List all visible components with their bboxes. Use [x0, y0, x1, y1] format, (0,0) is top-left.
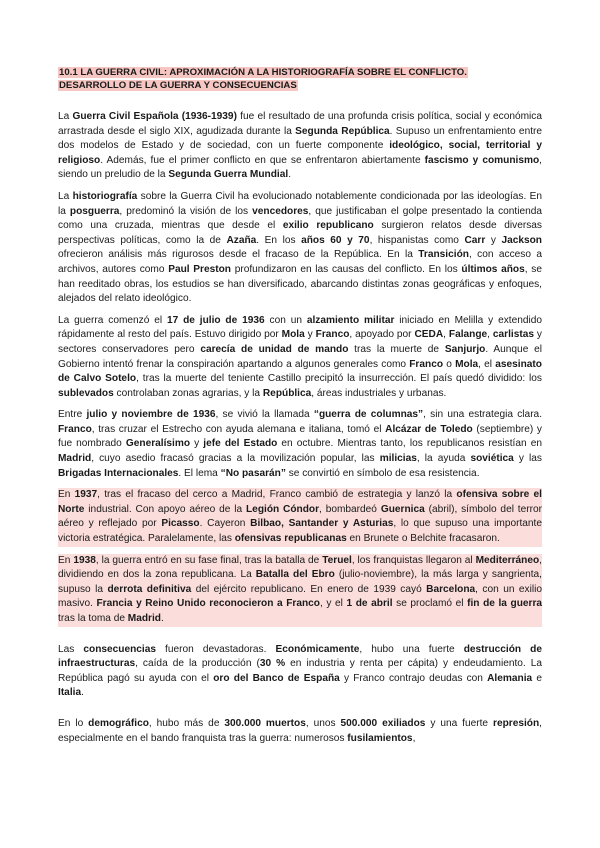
text-run: (septiembre) y fue nombrado — [58, 423, 542, 450]
bold-term: fin de la guerra — [467, 598, 543, 610]
bold-term: Alemania — [487, 672, 533, 684]
text-run: La — [58, 190, 73, 202]
text-run: ofrecieron análisis más rigurosos desde el fracaso de la República. En la — [58, 249, 419, 261]
text-run: y sectores conservadores pero — [58, 329, 542, 355]
text-run: , predominó la visión de los — [119, 205, 253, 217]
text-run: , bombardeó — [319, 503, 381, 515]
text-run: , hispanistas como — [369, 234, 465, 246]
text-run: . En los — [256, 234, 302, 246]
bold-term: historiografía — [72, 190, 138, 202]
bold-term: Segunda República — [295, 125, 390, 137]
text-run: fue el resultado de una profunda crisis política, social y económica arrastrada desde el siglo XIX, agudizada durante la — [58, 111, 543, 137]
text-run: , la ayuda — [416, 453, 471, 465]
paragraph — [58, 110, 542, 183]
text-run: . Supuso un enfrentamiento entre dos modelos de Estado y de sociedad, con un fuerte componente — [58, 125, 543, 152]
text-run: y — [485, 234, 502, 246]
bold-term: fascismo y comunismo — [424, 154, 540, 166]
text-run: del ejército republicano. En enero de 1939 cayó — [191, 583, 427, 595]
text-run: , hubo más de — [148, 717, 225, 729]
text-run: , se han reeditado obras, los estudios se han diversificado, abarcando distintas zonas geográficas y enfoques, alejados del relato ideológico. — [58, 263, 542, 305]
bold-term: República — [262, 387, 312, 399]
text-run: , y el — [320, 598, 347, 610]
bold-term: jefe del Estado — [203, 438, 278, 450]
text-run: , con acceso a archivos, autores como — [58, 249, 542, 275]
text-run: profundizaron en las causas del conflicto. En los — [230, 263, 462, 275]
bold-term: alzamiento militar — [306, 314, 395, 326]
bold-term: 1 de abril — [346, 598, 393, 610]
text-run: industrial. Con apoyo aéreo de la — [84, 503, 246, 515]
bold-term: 30 % — [259, 658, 286, 670]
bold-term: sublevados — [58, 387, 114, 399]
bold-term: Mediterráneo — [475, 554, 540, 566]
text-run: . — [161, 613, 164, 624]
bold-term: soviética — [470, 453, 514, 465]
text-run: , tras la muerte del teniente Castillo precipitó la insurrección. El país quedó dividido: los — [136, 373, 542, 385]
text-run: y una fuerte — [425, 717, 494, 729]
bold-term: Económicamente — [275, 643, 360, 655]
bold-term: 500.000 exiliados — [340, 717, 426, 729]
bold-term: oro del Banco de España — [213, 672, 340, 684]
bold-term: Segunda Guerra Mundial — [168, 169, 289, 181]
text-run: , — [443, 329, 449, 341]
bold-term: Brigadas Internacionales — [58, 467, 179, 479]
bold-term: ofensivas republicanas — [234, 533, 347, 545]
bold-term: Sanjurjo — [444, 343, 486, 355]
bold-term: 300.000 muertos — [224, 717, 306, 729]
bold-term: posguerra — [69, 205, 120, 217]
text-run: , caída de la producción ( — [135, 658, 260, 670]
text-run: (abril), símbolo del terror aéreo y reflejado por — [58, 503, 542, 530]
text-run: tras la muerte de — [348, 343, 445, 355]
paragraph — [58, 408, 542, 481]
bold-term: carlistas — [492, 329, 534, 341]
bold-term: Carr — [464, 234, 486, 246]
title-line-1: 10.1 LA GUERRA CIVIL: APROXIMACIÓN A LA HISTORIOGRAFÍA SOBRE EL CONFLICTO. — [59, 67, 467, 78]
bold-term: ofensiva sobre el Norte — [58, 489, 542, 515]
bold-term: Italia — [58, 687, 82, 699]
bold-term: derrota definitiva — [107, 583, 192, 595]
bold-term: Guernica — [380, 503, 425, 515]
text-run: , que justificaban el golpe presentado la contienda como una cruzada, mientras que desde el — [58, 205, 542, 232]
text-run: , lo que supuso una importante victoria estratégica. Paralelamente, las — [58, 518, 542, 545]
text-run: , apoyado por — [349, 329, 415, 341]
bold-term: Transición — [418, 249, 469, 261]
bold-term: exilio republicano — [282, 220, 374, 232]
text-run: , sin una estrategia clara. — [423, 409, 543, 421]
text-run: (julio-noviembre), la más larga y sangrienta, supuso la — [58, 569, 542, 595]
text-run: , la guerra entró en su fase final, tras la batalla de — [95, 554, 323, 566]
bold-term: julio y noviembre de 1936 — [86, 409, 216, 421]
bold-term: Mola — [281, 329, 305, 341]
text-run: y — [304, 329, 316, 341]
paragraph — [58, 314, 542, 402]
bold-term: Jackson — [501, 234, 542, 246]
paragraph — [58, 488, 542, 546]
paragraph — [58, 190, 542, 307]
bold-term: Azaña — [226, 234, 257, 246]
bold-term: represión — [493, 717, 540, 729]
bold-term: destrucción de infraestructuras — [58, 643, 542, 670]
text-run: iniciado en Melilla y extendido rápidamente al resto del país. Estuvo dirigido por — [58, 314, 542, 341]
bold-term: 1938 — [73, 554, 96, 566]
text-run: , cuyo asedio fracasó gracias a la movilización popular, las — [91, 453, 380, 465]
section-title — [58, 66, 542, 92]
text-run: , tras el fracaso del cerco a Madrid, Franco cambió de estrategia y lanzó la — [97, 489, 457, 501]
bold-term: “No pasarán” — [220, 467, 286, 479]
text-run: . — [288, 169, 292, 181]
text-run: Entre — [58, 409, 87, 421]
text-run: fueron devastadoras. — [156, 643, 276, 655]
body-text — [58, 110, 542, 746]
text-run: se proclamó el — [392, 598, 468, 610]
text-run: En — [58, 554, 74, 566]
text-run: y — [190, 438, 204, 450]
bold-term: Alcázar de Toledo — [385, 423, 473, 435]
bold-term: Franco — [315, 329, 350, 341]
bold-term: Falange — [448, 329, 488, 341]
bold-term: ideológico, social, territorial y religioso — [58, 140, 542, 166]
text-run: . Cayeron — [199, 518, 251, 530]
text-run: surgieron relatos desde diversas perspectivas políticas, como la de — [58, 220, 542, 246]
text-run: , hubo una fuerte — [359, 643, 464, 655]
bold-term: Barcelona — [426, 583, 476, 595]
bold-term: Franco — [58, 423, 92, 435]
text-run: La — [58, 111, 73, 122]
text-run: , especialmente en el bando franquista tras la guerra: numerosos — [58, 717, 542, 744]
text-run: En — [58, 489, 75, 501]
text-run: en octubre. Mientras tanto, los republicanos resistían en — [277, 438, 542, 450]
text-run: . Además, fue el primer conflicto en que se enfrentaron abiertamente — [100, 154, 425, 166]
paragraph — [58, 717, 542, 746]
text-run: . Aunque el Gobierno intentó frenar la conspiración apartando a algunos generales como — [58, 343, 542, 370]
text-run: , el — [478, 358, 496, 370]
paragraph — [58, 643, 542, 701]
text-run: , se vivió la llamada — [215, 409, 314, 421]
bold-term: Generalísimo — [125, 438, 191, 450]
text-run: e — [532, 672, 542, 684]
bold-term: milicias — [379, 453, 417, 465]
text-run: , tras cruzar el Estrecho con ayuda alemana e italiana, tomó el — [91, 423, 386, 435]
bold-term: Madrid — [58, 453, 92, 465]
bold-term: vencedores — [252, 205, 309, 217]
text-run: en industria y renta per cápita) y endeudamiento. La República pagó su ayuda con el — [58, 658, 542, 684]
bold-term: Legión Cóndor — [246, 503, 320, 515]
bold-term: Teruel — [322, 554, 352, 566]
text-run: , — [487, 329, 493, 341]
text-run: . — [81, 687, 84, 699]
bold-term: años 60 y 70 — [301, 234, 370, 246]
text-run: , dividiendo en dos la zona republicana. La — [58, 554, 542, 581]
text-run: , con un exilio masivo. — [58, 583, 542, 610]
text-run: o — [443, 358, 456, 370]
bold-term: CEDA — [414, 329, 444, 341]
text-run: y las — [513, 453, 542, 465]
bold-term: “guerra de columnas” — [313, 409, 424, 421]
paragraph — [58, 554, 542, 627]
bold-term: Paul Preston — [168, 263, 231, 275]
bold-term: Batalla del Ebro — [255, 569, 335, 581]
text-run: , siendo un preludio de la — [58, 154, 542, 181]
bold-term: últimos años — [461, 263, 525, 275]
text-run: . El lema — [178, 467, 221, 479]
text-run: con un — [264, 314, 307, 326]
text-run: La guerra comenzó el — [58, 314, 167, 326]
bold-term: Francia y Reino Unido reconocieron a Franco — [96, 598, 320, 610]
text-run: , los franquistas llegaron al — [351, 554, 476, 566]
text-run: en Brunete o Belchite fracasaron. — [346, 533, 500, 545]
bold-term: demográfico — [88, 717, 149, 729]
bold-term: Franco — [409, 358, 444, 370]
bold-term: carecía de unidad de mando — [200, 343, 349, 355]
text-run: sobre la Guerra Civil ha evolucionado notablemente condicionada por las ideologías. En la — [58, 190, 542, 217]
text-run: controlaban zonas agrarias, y la — [113, 387, 263, 399]
bold-term: 1937 — [74, 489, 98, 501]
bold-term: 17 de julio de 1936 — [166, 314, 265, 326]
text-run: , — [412, 732, 416, 744]
bold-term: consecuencias — [83, 643, 156, 655]
document-page — [58, 66, 542, 746]
text-run: tras la toma de — [58, 613, 128, 624]
bold-term: fusilamientos — [347, 732, 413, 744]
title-line-2: DESARROLLO DE LA GUERRA Y CONSECUENCIAS — [59, 80, 297, 91]
bold-term: Bilbao, Santander y Asturias — [250, 518, 394, 530]
bold-term: Picasso — [161, 518, 200, 530]
text-run: , áreas industriales y urbanas. — [311, 387, 447, 399]
text-run: Las — [58, 643, 84, 655]
text-run: se convirtió en símbolo de esa resistencia. — [285, 467, 480, 479]
text-run: En lo — [58, 717, 89, 729]
bold-term: Guerra Civil Española (1936-1939) — [72, 111, 237, 122]
bold-term: Mola — [455, 358, 479, 370]
text-run: , unos — [305, 717, 341, 729]
bold-term: asesinato de Calvo Sotelo — [58, 358, 542, 385]
bold-term: Madrid — [127, 613, 161, 624]
text-run: y Franco contrajo deudas con — [339, 672, 488, 684]
